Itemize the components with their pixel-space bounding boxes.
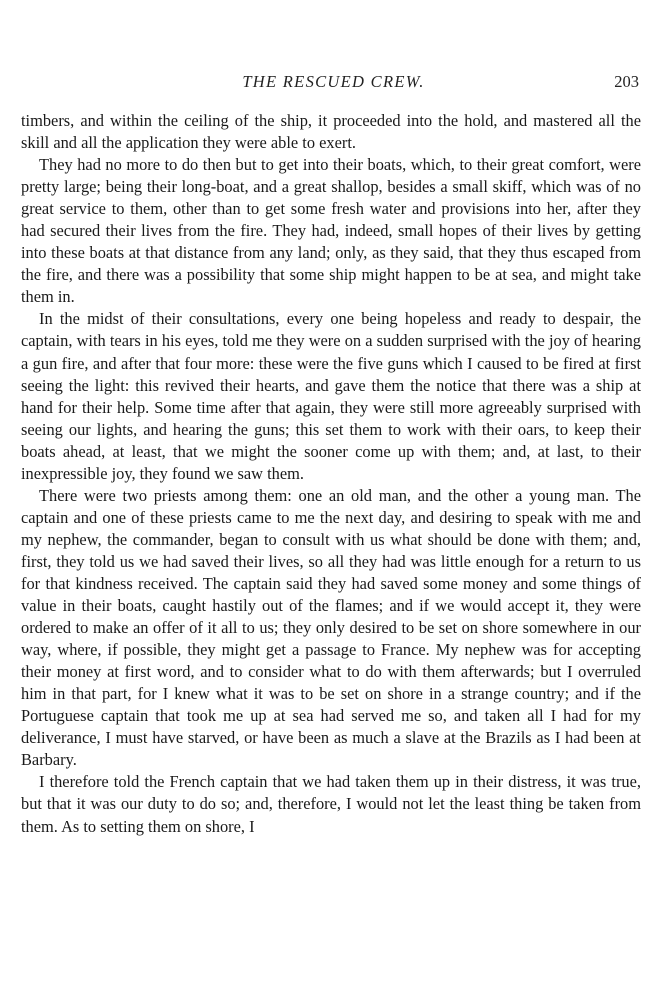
page-number: 203 bbox=[614, 72, 639, 91]
paragraph: timbers, and within the ceiling of the ship, it proceeded into the hold, and mastered all the skill and all the application they were able to exert. bbox=[21, 111, 641, 153]
paragraph: They had no more to do then but to get into their boats, which, to their great comfort, were pretty large; being their long-boat, and a great shallop, besides a small skiff, which was of no great service to them, other than to get some fresh water and provisions into her, after they had secured their lives from the fire. They had, indeed, small hopes of their lives by getting into these boats at that distance from any land; only, as they said, that they thus escaped from the fire, and there was a possibility that some ship might happen to be at sea, and might take them in. bbox=[21, 155, 641, 307]
body-text bbox=[21, 110, 641, 838]
paragraph: I therefore told the French captain that we had taken them up in their distress, it was true, but that it was our duty to do so; and, therefore, I would not let the least thing be taken from them. As to setting them on shore, I bbox=[21, 772, 641, 836]
paragraph: In the midst of their consultations, every one being hopeless and ready to despair, the captain, with tears in his eyes, told me they were on a sudden surprised with the joy of hearing a gun fire, and after that four more: these were the five guns which I caused to be fired at first seeing the light: this revived their hearts, and gave them the notice that there was a ship at hand for their help. Some time after that again, they were still more agreeably surprised with seeing our lights, and hearing the guns; this set them to work with their oars, to keep their boats ahead, at least, that we might the sooner come up with them; and, at last, to their inexpressible joy, they found we saw them. bbox=[21, 309, 641, 483]
running-head bbox=[0, 72, 667, 96]
paragraph: There were two priests among them: one an old man, and the other a young man. The captain and one of these priests came to me the next day, and desiring to speak with me and my nephew, the commander, began to consult with us what should be done with them; and, first, they told us we had saved their lives, so all they had was little enough for a return to us for that kindness received. The captain said they had saved some money and some things of value in their boats, caught hastily out of the flames; and if we would accept it, they were ordered to make an offer of it all to us; they only desired to be set on shore somewhere in our way, where, if possible, they might get a passage to France. My nephew was for accepting their money at first word, and to consider what to do with them afterwards; but I overruled him in that part, for I knew what it was to be set on shore in a strange country; and if the Portuguese captain that took me up at sea had served me so, and taken all I had for my deliverance, I must have starved, or have been as much a slave at the Brazils as I had been at Barbary. bbox=[21, 485, 641, 770]
running-title: THE RESCUED CREW. bbox=[242, 72, 425, 91]
